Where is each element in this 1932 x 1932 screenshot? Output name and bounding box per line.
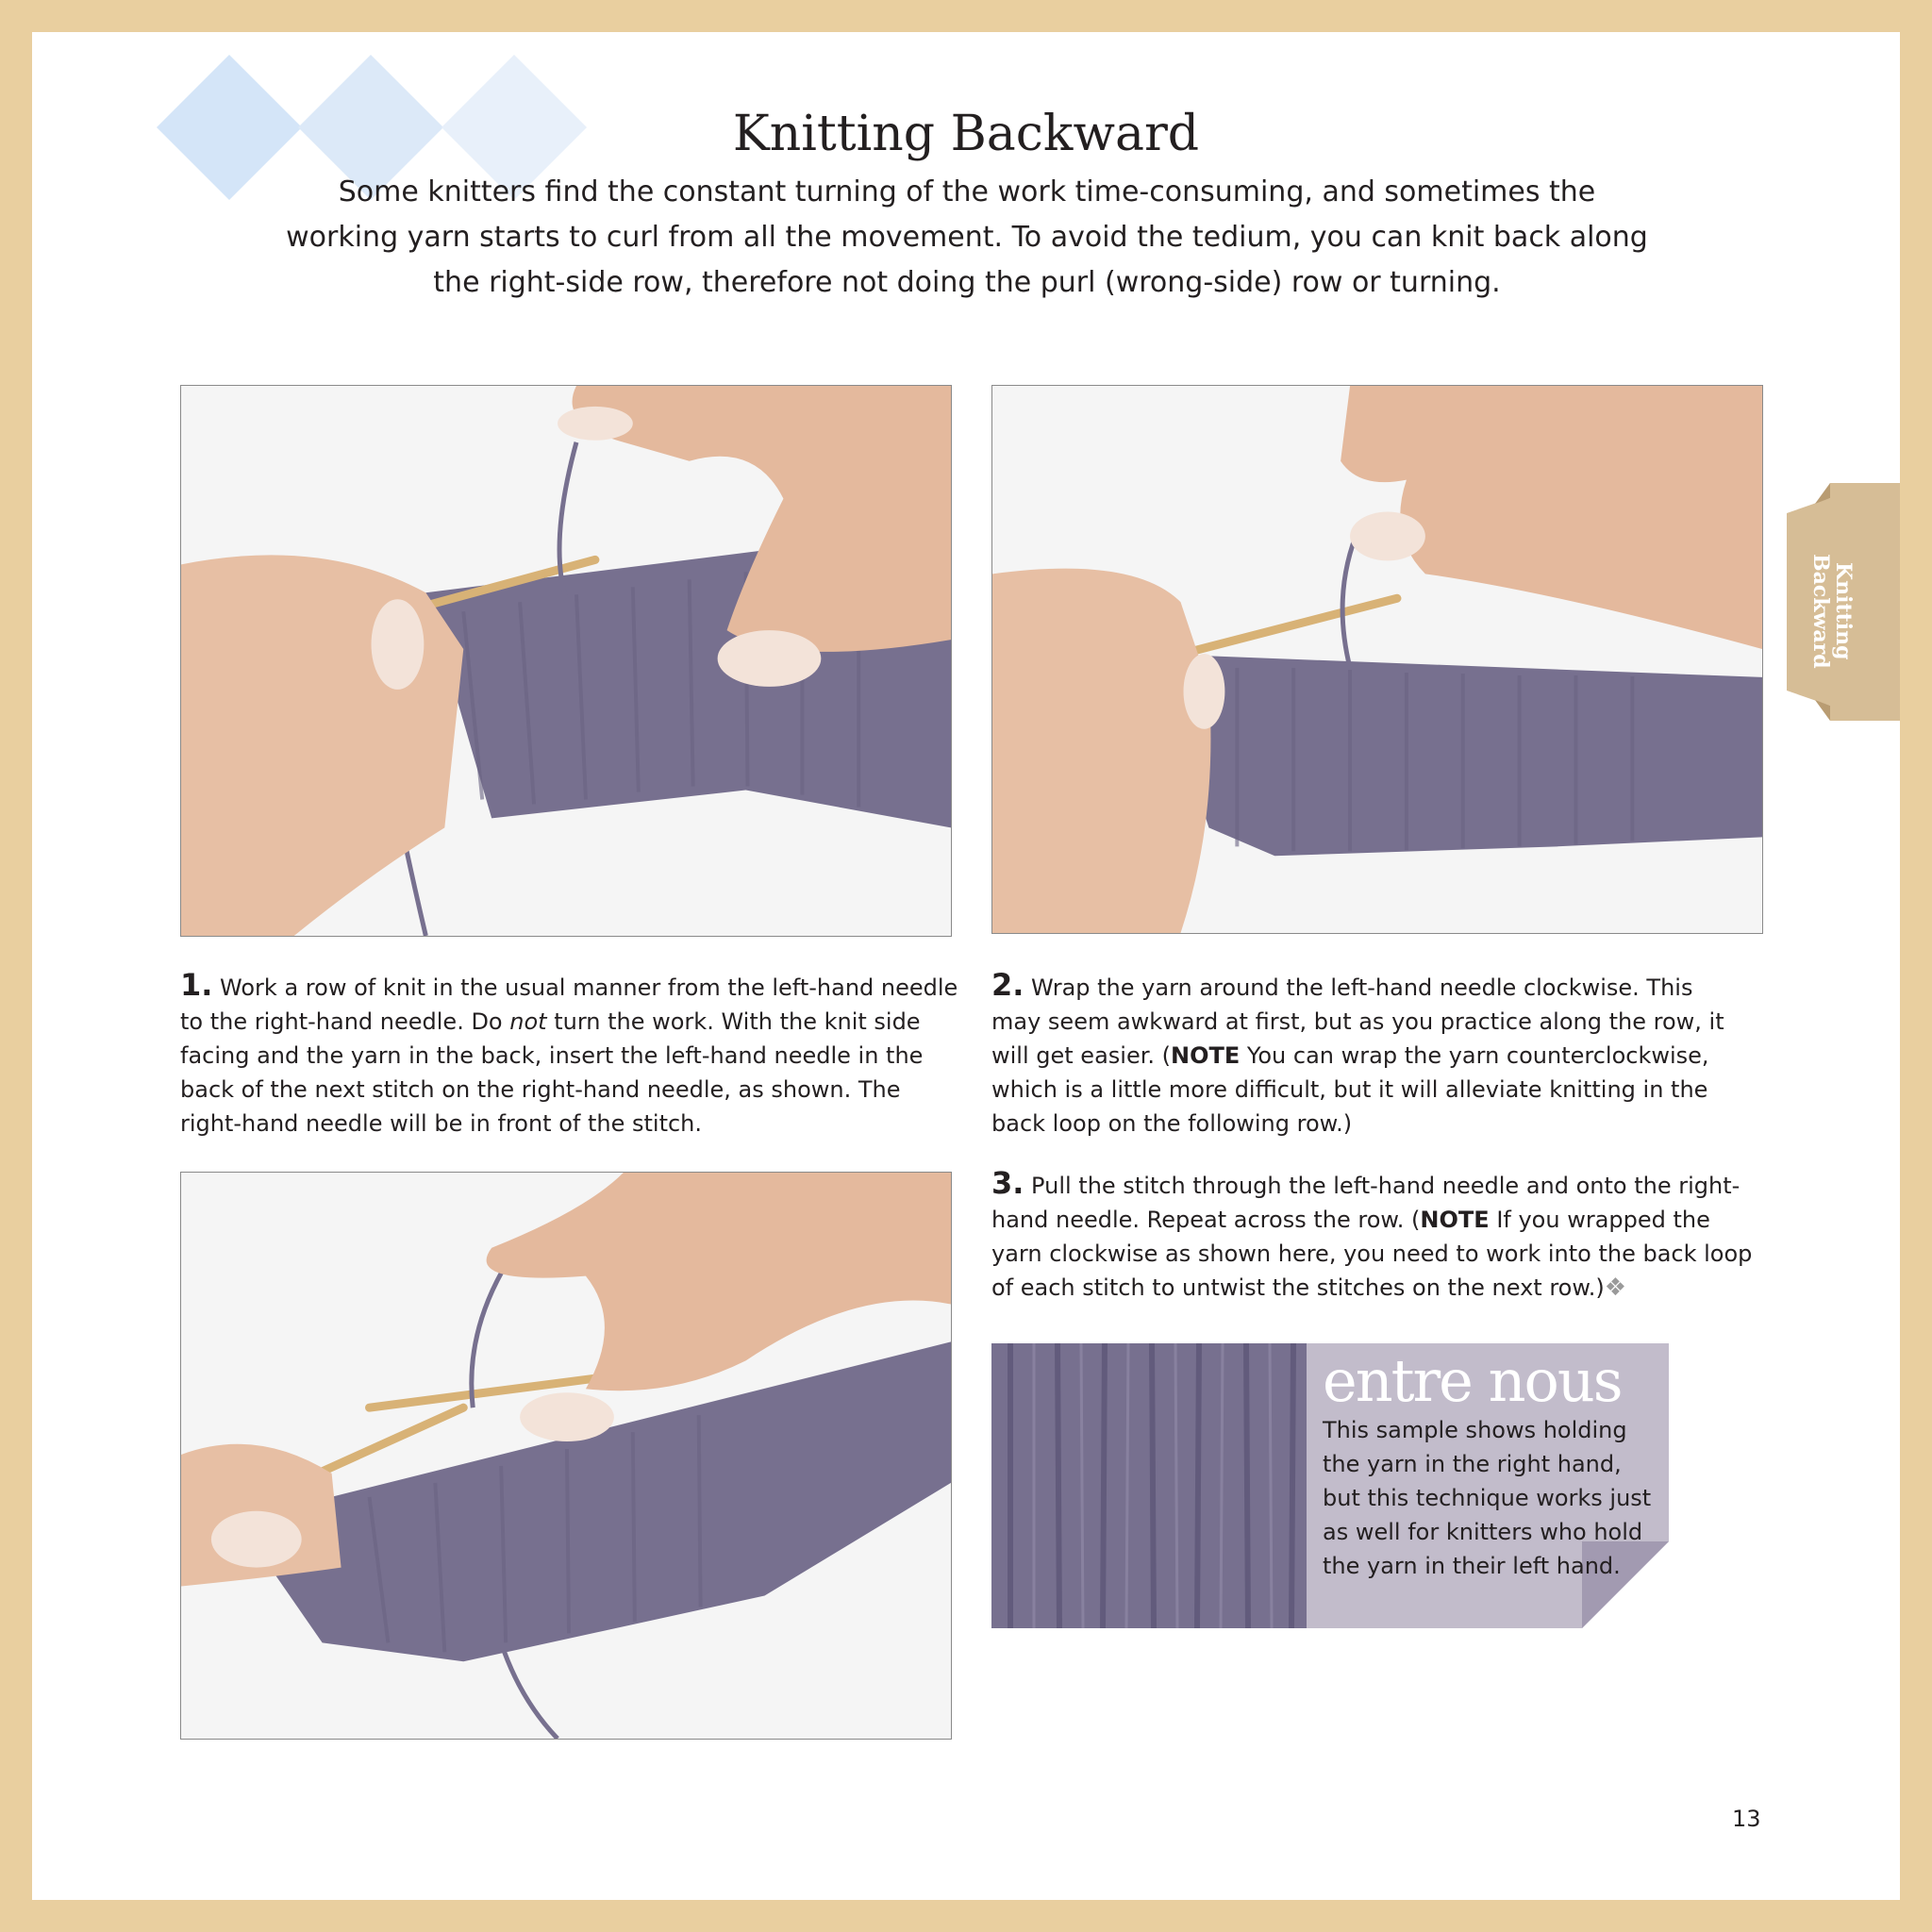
step-3-note-label: NOTE [1420,1207,1490,1233]
step-3-text [991,1166,1756,1305]
intro-paragraph: Some knitters find the constant turning of the work time-consuming, and sometimes the working yarn starts to curl from all the movement. To avoid the tedium, you can knit back along the right-side row, therefore not doing the purl (wrong-side) row or turning. [286,175,1648,299]
knit-swatch-photo [991,1343,1307,1628]
entre-nous-title: entre nous [1323,1346,1622,1415]
step-1-number: 1. [180,967,213,1003]
step-3-text-part-b: If you wrapped the yarn clockwise as shown here, you need to work into the back loop of each stitch to untwist the stitches on the next row.) [991,1207,1753,1301]
page-title: Knitting Backward [732,106,1200,162]
step-3-number: 3. [991,1165,1024,1201]
page-number: 13 [1732,1806,1761,1832]
step-3-photo [180,1172,952,1740]
step-1-photo [180,385,952,937]
step-2-text-part-a: Wrap the yarn around the left-hand needle clockwise. This may seem awkward at first, but as you practice along the row, it will get easier. ( [991,974,1724,1069]
step-2-text [991,968,1746,1141]
end-fleuron-icon: ❖ [1604,1274,1627,1302]
step-1-text-part-a: Work a row of knit in the usual manner from the left-hand needle to the right-hand needle. Do [180,974,958,1035]
step-3-text-part-a: Pull the stitch through the left-hand needle and onto the right-hand needle. Repeat across the row. ( [991,1173,1740,1233]
step-2-note-label: NOTE [1171,1042,1241,1069]
step-2-text-part-b: You can wrap the yarn counterclockwise, which is a little more difficult, but it will alleviate knitting in the back loop on the following row.) [991,1042,1709,1137]
step-2-photo [991,385,1763,934]
side-tab-label: Knitting Backward [1808,554,1856,669]
entre-nous-text: This sample shows holding the yarn in the right hand, but this technique works just as well for knitters who hold the yarn in their left hand. [1323,1417,1652,1579]
step-1-emphasis: not [509,1008,547,1035]
step-1-text-part-b: turn the work. With the knit side facing and the yarn in the back, insert the left-hand needle in the back of the next stitch on the right-hand needle, as shown. The right-hand needle will be in front of the stitch. [180,1008,924,1137]
step-1-text [180,968,963,1141]
step-2-number: 2. [991,967,1024,1003]
